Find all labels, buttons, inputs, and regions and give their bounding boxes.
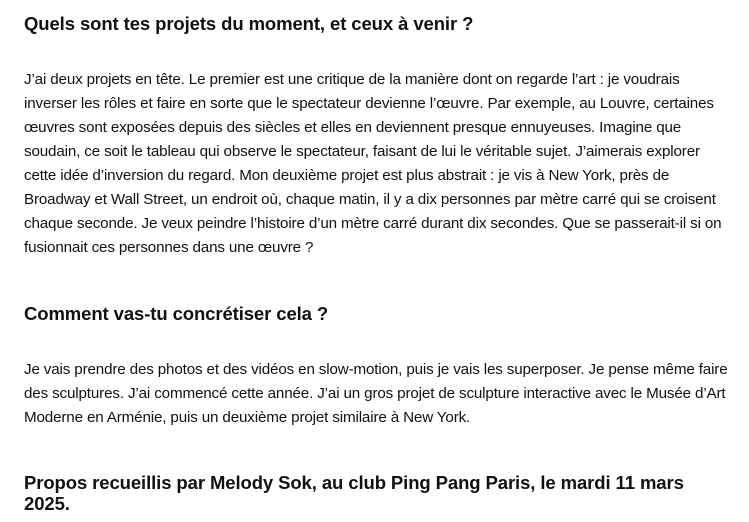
answer-paragraph-realisation: Je vais prendre des photos et des vidéos en slow-motion, puis je vais les superposer. Je pense même faire des sculptures. J’ai commencé cette année. J’ai un gros projet de sculpture interactive avec le Musée d’Art Moderne en Arménie, puis un deuxième projet similaire à New York. [24,361,728,426]
question-heading-projects: Quels sont tes projets du moment, et ceux à venir ? [24,13,474,34]
question-heading-realisation: Comment vas-tu concrétiser cela ? [24,303,329,324]
answer-paragraph-projects: J’ai deux projets en tête. Le premier est une critique de la manière dont on regarde l’art : je voudrais inverser les rôles et faire en sorte que le spectateur devienne l’œuvre. Par exemple, au Louvre, certaines œuvres sont exposées depuis des siècles et elles en deviennent presque ennuyeuses. Imagine que soudain, ce soit le tableau qui observe le spectateur, faisant de lui le véritable sujet. J’aimerais explorer cette idée d’inversion du regard. Mon deuxième projet est plus abstrait : je vis à New York, près de Broadway et Wall Street, un endroit où, chaque matin, il y a dix personnes par mètre carré qui se croisent chaque seconde. Je veux peindre l’histoire d’un mètre carré durant dix secondes. Que se passerait-il si on fusionnait ces personnes dans une œuvre ? [24,71,722,256]
interview-credit: Propos recueillis par Melody Sok, au club Ping Pang Paris, le mardi 11 mars 2025. [24,472,684,514]
